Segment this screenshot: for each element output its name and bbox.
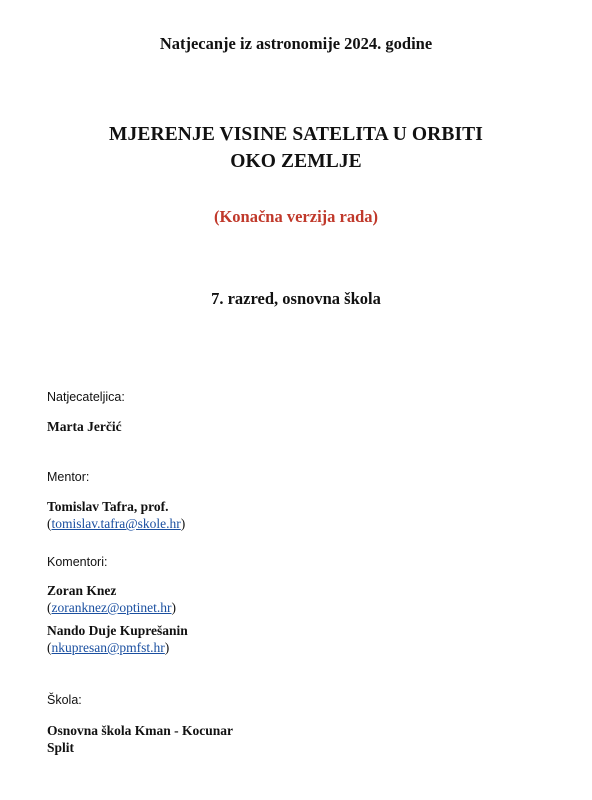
- comentors-label: Komentori:: [47, 555, 108, 569]
- school-city: Split: [47, 740, 75, 755]
- comentor-name-2: Nando Duje Kuprešanin: [47, 623, 188, 638]
- school-name: Osnovna škola Kman - Kocunar: [47, 723, 234, 738]
- mentor-label: Mentor:: [47, 470, 90, 484]
- mentor-email-link[interactable]: tomislav.tafra@skole.hr: [51, 516, 181, 531]
- mentor-email: (tomislav.tafra@skole.hr): [47, 516, 186, 531]
- school-label: Škola:: [47, 693, 82, 707]
- paper-title-line-1: MJERENJE VISINE SATELITA U ORBITI: [109, 124, 483, 145]
- comentor-email-2: (nkupresan@pmfst.hr): [47, 640, 170, 655]
- comentor-email-link-2[interactable]: nkupresan@pmfst.hr: [51, 640, 165, 655]
- comentor-email-link-1[interactable]: zoranknez@optinet.hr: [51, 600, 172, 615]
- grade-level: 7. razred, osnovna škola: [211, 289, 381, 308]
- contestant-name: Marta Jerčić: [47, 419, 122, 434]
- competition-heading: Natjecanje iz astronomije 2024. godine: [159, 34, 433, 53]
- version-note: (Konačna verzija rada): [213, 207, 379, 226]
- comentor-email-1: (zoranknez@optinet.hr): [47, 600, 177, 615]
- paper-title-line-2: OKO ZEMLJE: [230, 151, 362, 172]
- paper-title: [0, 121, 592, 175]
- mentor-name: Tomislav Tafra, prof.: [47, 499, 169, 514]
- contestant-label: Natjecateljica:: [47, 390, 125, 404]
- comentor-name-1: Zoran Knez: [47, 583, 117, 598]
